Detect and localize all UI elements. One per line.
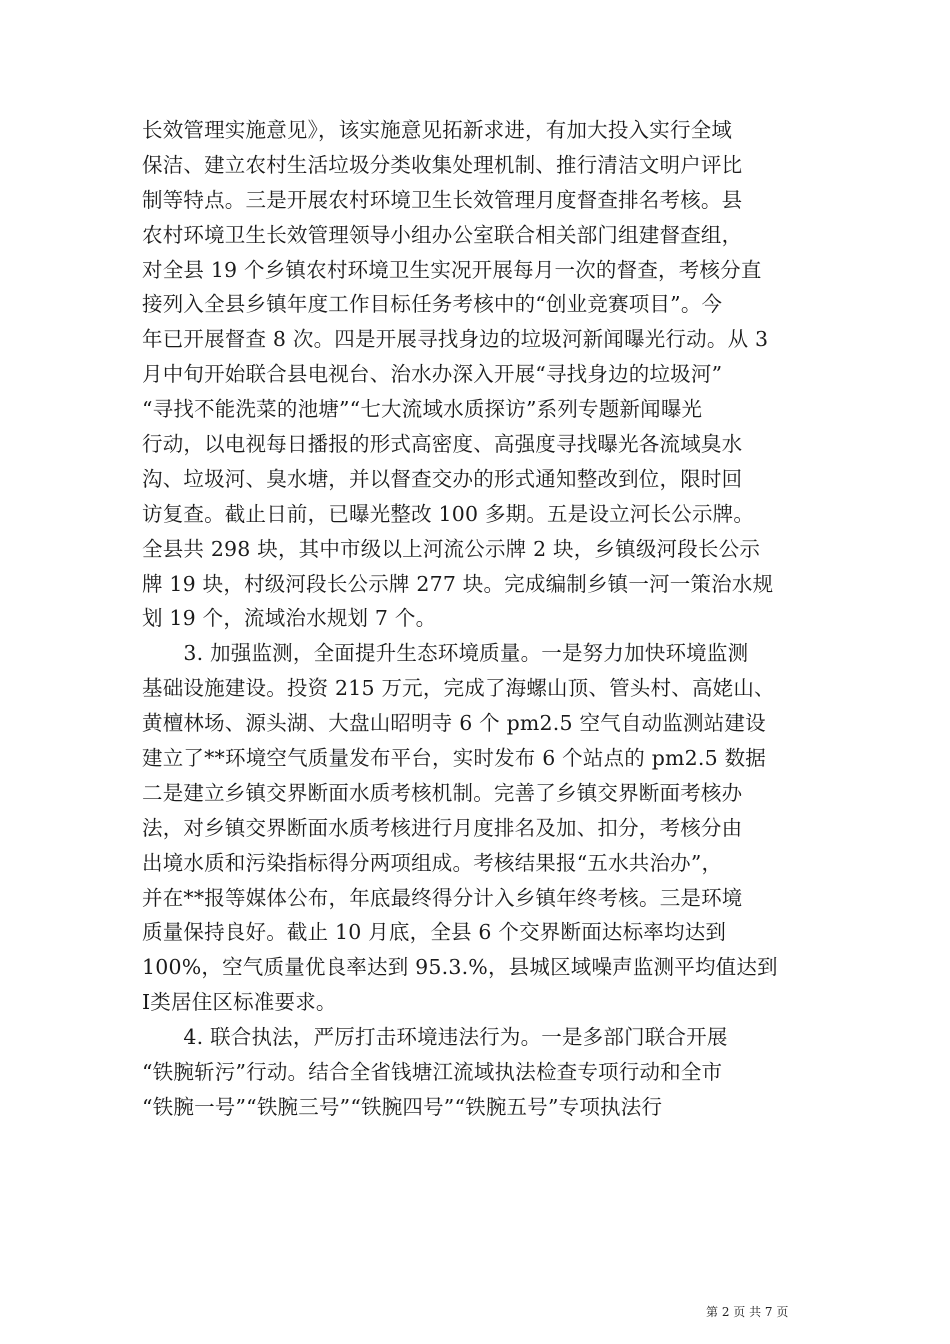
text-line: 4. 联合执法，严厉打击环境违法行为。一是多部门联合开展 (142, 1025, 728, 1050)
text-line: 沟、垃圾河、臭水塘，并以督查交办的形式通知整改到位，限时回 (142, 466, 743, 491)
text-line: “寻找不能洗菜的池塘”“七大流域水质探访”系列专题新闻曝光 (142, 397, 703, 422)
text-line: 100%，空气质量优良率达到 95.3.%，县城区域噪声监测平均值达到 (142, 955, 778, 980)
text-line: 法，对乡镇交界断面水质考核进行月度排名及加、扣分，考核分由 (142, 815, 743, 840)
text-line: 二是建立乡镇交界断面水质考核机制。完善了乡镇交界断面考核办 (142, 780, 743, 805)
text-line: Ⅰ类居住区标准要求。 (142, 990, 337, 1015)
text-line: 建立了**环境空气质量发布平台，实时发布 6 个站点的 pm2.5 数据 (142, 746, 766, 771)
text-line: 对全县 19 个乡镇农村环境卫生实况开展每月一次的督查，考核分直 (142, 257, 762, 282)
text-line: 全县共 298 块，其中市级以上河流公示牌 2 块，乡镇级河段长公示 (142, 536, 761, 561)
text-line: 3. 加强监测，全面提升生态环境质量。一是努力加快环境监测 (142, 641, 749, 666)
text-line: “铁腕一号”“铁腕三号”“铁腕四号”“铁腕五号”专项执法行 (142, 1094, 663, 1119)
text-line: 制等特点。三是开展农村环境卫生长效管理月度督查排名考核。县 (142, 187, 743, 212)
text-line: 出境水质和污染指标得分两项组成。考核结果报“五水共治办”， (142, 850, 723, 875)
text-line: 农村环境卫生长效管理领导小组办公室联合相关部门组建督查组， (142, 222, 743, 247)
text-line: 长效管理实施意见》，该实施意见拓新求进，有加大投入实行全域 (142, 118, 733, 142)
text-line: 月中旬开始联合县电视台、治水办深入开展“寻找身边的垃圾河” (142, 362, 723, 387)
text-line: 牌 19 块，村级河段长公示牌 277 块。完成编制乡镇一河一策治水规 (142, 571, 774, 596)
text-line: “铁腕斩污”行动。结合全省钱塘江流域执法检查专项行动和全市 (142, 1060, 723, 1085)
text-line: 划 19 个，流域治水规划 7 个。 (142, 606, 437, 631)
text-line: 访复查。截止日前，已曝光整改 100 多期。五是设立河长公示牌。 (142, 501, 755, 526)
text-line: 黄檀林场、源头湖、大盘山昭明寺 6 个 pm2.5 空气自动监测站建设 (142, 711, 766, 736)
text-line: 接列入全县乡镇年度工作目标任务考核中的“创业竞赛项目”。今 (142, 292, 723, 317)
text-line: 保洁、建立农村生活垃圾分类收集处理机制、推行清洁文明户评比 (142, 152, 743, 177)
text-line: 并在**报等媒体公布，年底最终得分计入乡镇年终考核。三是环境 (142, 885, 743, 910)
text-line: 基础设施建设。投资 215 万元，完成了海螺山顶、管头村、高姥山、 (142, 676, 775, 701)
page-number: 第 2 页 共 7 页 (706, 1305, 789, 1319)
text-line: 行动，以电视每日播报的形式高密度、高强度寻找曝光各流域臭水 (142, 432, 743, 457)
text-line: 质量保持良好。截止 10 月底，全县 6 个交界断面达标率均达到 (142, 920, 727, 945)
text-line: 年已开展督查 8 次。四是开展寻找身边的垃圾河新闻曝光行动。从 3 (142, 327, 769, 352)
document-body (142, 113, 832, 1125)
